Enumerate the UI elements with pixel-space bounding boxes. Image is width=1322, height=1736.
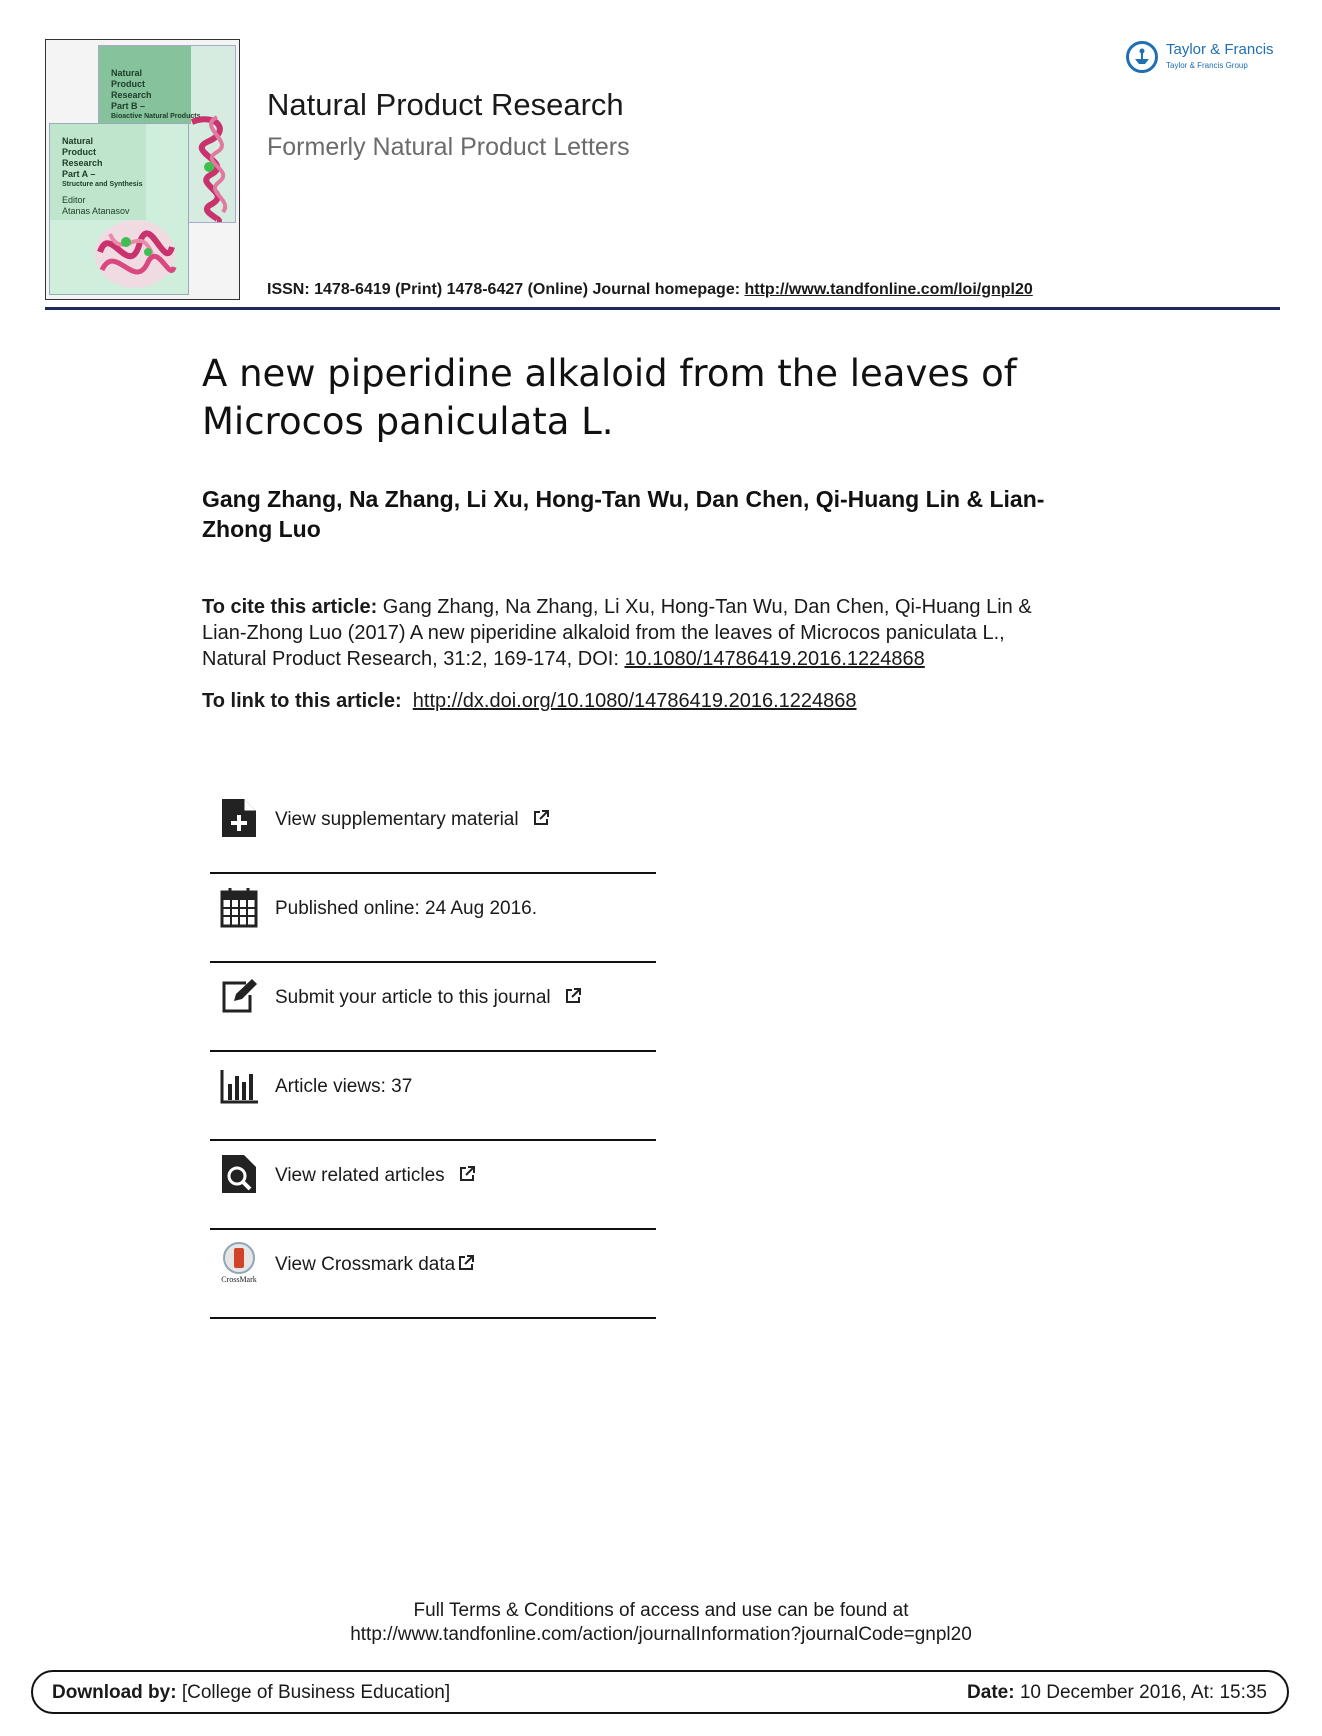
download-date	[967, 1682, 1267, 1704]
article-title-line: A new piperidine alkaloid from the leaves of	[202, 352, 1017, 395]
external-link-icon	[458, 1165, 476, 1183]
cover-front-title	[62, 136, 143, 217]
header-divider	[45, 307, 1280, 310]
journal-cover-thumbnail	[45, 39, 240, 300]
submit-article-link[interactable]	[275, 987, 582, 1009]
cover-front-line: Part A –	[62, 169, 96, 179]
download-by	[52, 1682, 450, 1704]
article-title-line: Microcos paniculata L.	[202, 400, 614, 443]
citation-block	[202, 594, 1162, 672]
crossmark-logo-text: CrossMark	[221, 1275, 257, 1284]
external-link-icon	[564, 987, 582, 1005]
article-views-row	[210, 1052, 656, 1141]
submit-article-label: Submit your article to this journal	[275, 987, 551, 1008]
document-plus-icon	[220, 797, 258, 839]
citation-label: To cite this article:	[202, 596, 378, 618]
cover-back-line: Natural	[111, 68, 143, 78]
supplementary-material-label: View supplementary material	[275, 809, 519, 830]
download-date-value: 10 December 2016, At: 15:35	[1014, 1682, 1267, 1703]
publisher-logo[interactable]	[1126, 39, 1286, 79]
related-articles-label: View related articles	[275, 1165, 445, 1186]
download-date-label: Date:	[967, 1682, 1015, 1703]
author-list-line: Zhong Luo	[202, 516, 321, 542]
journal-title: Natural Product Research	[267, 87, 624, 122]
publisher-logo-icon	[1126, 41, 1158, 73]
protein-ribbon-illustration	[187, 112, 237, 222]
cover-front-line: Natural	[62, 136, 94, 146]
citation-text: Gang Zhang, Na Zhang, Li Xu, Hong-Tan Wu, Dan Chen, Qi-Huang Lin &	[377, 596, 1032, 618]
supplementary-material-row[interactable]	[210, 785, 656, 874]
document-search-icon	[220, 1153, 258, 1195]
crossmark-icon	[220, 1242, 258, 1284]
issn-line	[267, 281, 1033, 299]
cover-front-line: Research	[62, 158, 103, 168]
cover-back-line: Bioactive Natural Products	[111, 113, 201, 120]
terms-notice	[0, 1599, 1322, 1647]
crossmark-link[interactable]	[275, 1254, 475, 1276]
author-list-line: Gang Zhang, Na Zhang, Li Xu, Hong-Tan Wu, Dan Chen, Qi-Huang Lin & Lian-	[202, 486, 1045, 512]
cover-back-line: Research	[111, 90, 152, 100]
cover-back-line: Part B –	[111, 101, 146, 111]
cover-front-line: Product	[62, 147, 97, 157]
related-articles-link[interactable]	[275, 1165, 476, 1187]
cover-back-line: Product	[111, 79, 146, 89]
citation-text: Lian-Zhong Luo (2017) A new piperidine alkaloid from the leaves of Microcos paniculata L.,	[202, 622, 1005, 644]
cover-editor-name: Atanas Atanasov	[62, 206, 130, 216]
edit-icon	[220, 975, 258, 1017]
terms-url[interactable]: http://www.tandfonline.com/action/journalInformation?journalCode=gnpl20	[350, 1624, 972, 1645]
download-by-value: [College of Business Education]	[176, 1682, 451, 1703]
supplementary-material-link[interactable]	[275, 809, 550, 831]
crossmark-row[interactable]	[210, 1230, 656, 1319]
journal-homepage-link[interactable]: http://www.tandfonline.com/loi/gnpl20	[744, 281, 1033, 298]
bar-chart-icon	[220, 1064, 258, 1106]
journal-subtitle: Formerly Natural Product Letters	[267, 133, 630, 161]
published-online-row	[210, 874, 656, 963]
publisher-group: Taylor & Francis Group	[1166, 61, 1248, 70]
protein-ribbon-illustration	[90, 212, 180, 292]
author-list	[202, 484, 1162, 544]
cover-front-line: Structure and Synthesis	[62, 181, 143, 188]
related-articles-row[interactable]	[210, 1141, 656, 1230]
article-link-line	[202, 690, 857, 713]
cover-front-issue	[49, 123, 189, 295]
issn-text: ISSN: 1478-6419 (Print) 1478-6427 (Online) Journal homepage:	[267, 281, 745, 298]
cover-editor-label: Editor	[62, 195, 86, 205]
published-online-text: Published online: 24 Aug 2016.	[275, 898, 537, 919]
external-link-icon	[457, 1254, 475, 1272]
doi-link[interactable]: 10.1080/14786419.2016.1224868	[624, 648, 925, 670]
article-title	[202, 350, 1102, 446]
crossmark-label: View Crossmark data	[275, 1254, 456, 1275]
download-by-label: Download by:	[52, 1682, 177, 1703]
article-link-label: To link to this article:	[202, 690, 408, 712]
article-info-list	[210, 785, 656, 1319]
article-views-text: Article views: 37	[275, 1076, 413, 1097]
terms-text: Full Terms & Conditions of access and use can be found at	[413, 1600, 909, 1621]
citation-text: Natural Product Research, 31:2, 169-174, DOI:	[202, 648, 625, 670]
download-info-bar	[31, 1670, 1289, 1714]
calendar-icon	[220, 886, 258, 928]
article-url-link[interactable]: http://dx.doi.org/10.1080/14786419.2016.1224868	[412, 690, 857, 712]
external-link-icon	[532, 809, 550, 827]
publisher-name: Taylor & Francis	[1166, 41, 1274, 58]
submit-article-row[interactable]	[210, 963, 656, 1052]
